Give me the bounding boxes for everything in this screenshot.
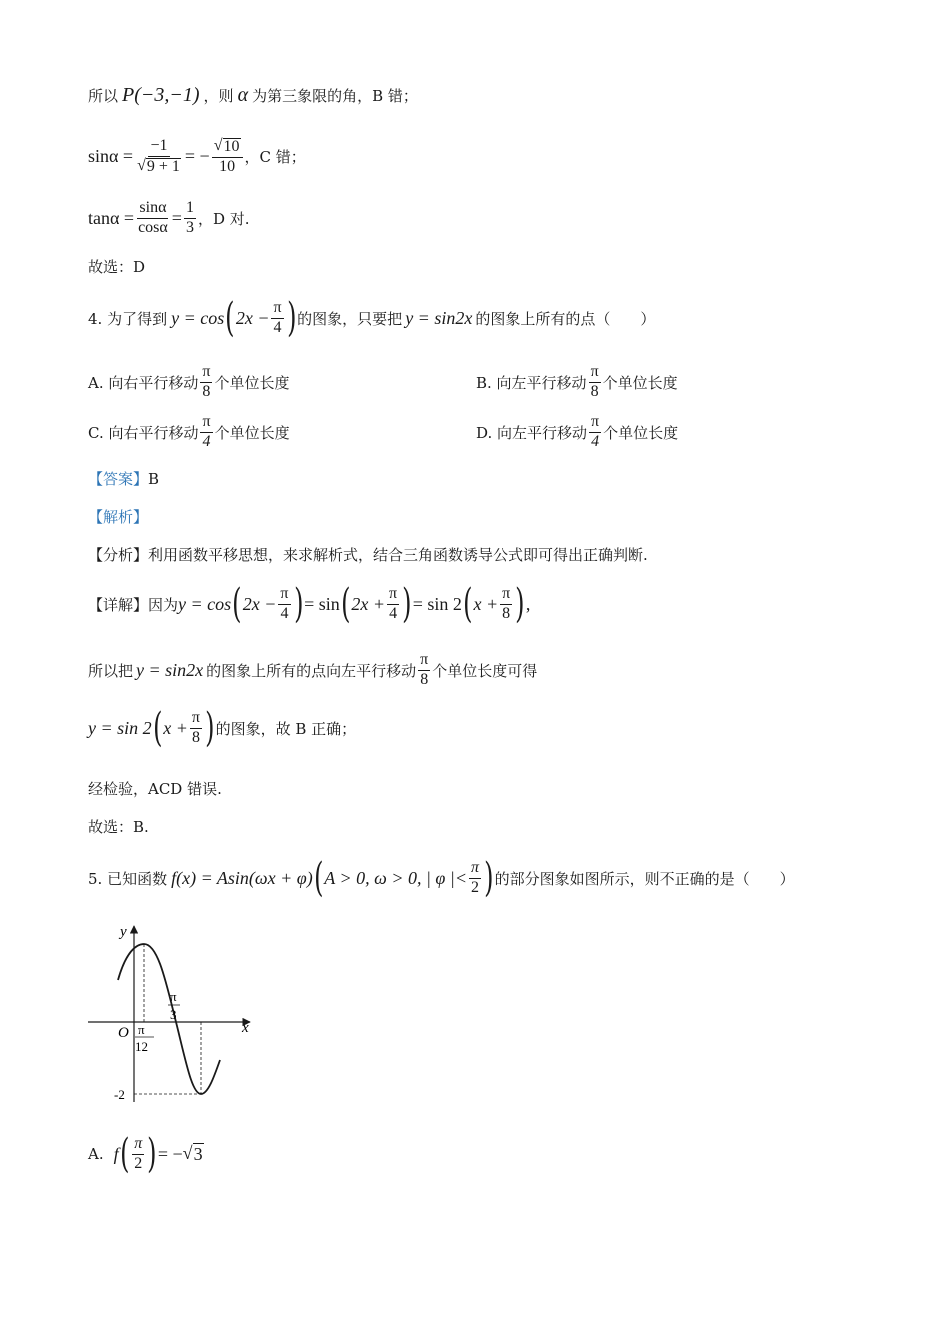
radicand: 3 <box>193 1144 203 1164</box>
fraction-denominator: cosα <box>138 218 168 236</box>
paren-left: ( <box>119 1131 130 1177</box>
fraction-denominator: 8 <box>420 670 429 688</box>
sqrt-symbol: √ 10 <box>213 137 240 155</box>
option-label: A. <box>88 1145 104 1163</box>
choose-b-line <box>88 816 149 837</box>
text-mid: ，则 <box>203 87 234 105</box>
line-tan-alpha <box>88 200 250 237</box>
fraction-numerator: π <box>589 414 601 433</box>
fraction-pi-8 <box>190 710 202 747</box>
fraction-denominator: 8 <box>191 728 200 746</box>
fraction-numerator: π <box>387 586 399 605</box>
math-func2: y = sin2x <box>405 307 473 328</box>
math-point: P(−3,−1) <box>122 84 200 106</box>
text: 故选：B. <box>88 818 149 836</box>
math-eq2: = sin 2 <box>412 593 462 614</box>
tick-pi-12-num: π <box>138 1022 145 1037</box>
sqrt-symbol: √ 3 <box>182 1143 203 1164</box>
paren-left: ( <box>225 295 235 341</box>
option-d[interactable] <box>476 414 678 451</box>
math-arg: x + <box>163 717 188 738</box>
fraction-denominator: 3 <box>185 218 194 236</box>
radicand: 9 + 1 <box>146 157 180 175</box>
math-eq: = <box>171 207 182 228</box>
text-pre: 4. 为了得到 <box>88 309 168 328</box>
math-p1: y = cos <box>178 593 232 614</box>
math-eq: = − <box>157 1143 183 1164</box>
option-label: C. 向右平行移动 <box>88 423 199 442</box>
fraction-denominator <box>135 157 183 176</box>
math-eq1: = sin <box>304 593 340 614</box>
text-post: 的部分图象如图所示，则不正确的是（ ） <box>494 869 795 888</box>
option-post: 个单位长度 <box>214 373 290 392</box>
answer-value: B <box>148 469 160 488</box>
xiangjie-line <box>88 581 531 627</box>
sqrt-symbol: √ 9 + 1 <box>137 156 180 175</box>
fenxi-line <box>88 544 648 565</box>
text-pre: 所以 <box>88 87 119 105</box>
answer-tag: 【答案】 <box>88 470 149 488</box>
fraction-sin <box>135 138 183 176</box>
fraction-numerator <box>212 138 243 158</box>
fraction-pi-8 <box>500 586 512 623</box>
question-4 <box>88 295 656 341</box>
math-eq: = − <box>184 146 210 167</box>
fraction <box>200 364 212 401</box>
math-a1: 2x − <box>242 593 277 614</box>
option-post: 个单位长度 <box>603 423 679 442</box>
option-a[interactable] <box>88 364 289 401</box>
fraction-denominator: 8 <box>590 382 599 400</box>
fraction-numerator: 1 <box>184 200 196 219</box>
fraction-numerator: −1 <box>148 138 169 157</box>
fraction-denominator: 4 <box>389 604 398 622</box>
math-arg: 2x − <box>235 307 270 328</box>
paren-left: ( <box>232 581 242 627</box>
fraction-numerator: π <box>190 710 202 729</box>
math-func: y = sin2x <box>136 659 204 680</box>
math-a3: x + <box>473 593 499 614</box>
paren-right: ) <box>515 581 525 627</box>
fraction-tan <box>136 200 170 237</box>
math-post: , <box>525 593 531 614</box>
paren-right: ) <box>484 855 494 901</box>
fraction-denominator: 2 <box>134 1154 143 1172</box>
fraction-result <box>184 200 196 237</box>
text-pre: 因为 <box>148 595 179 614</box>
text-post: ，D 对. <box>197 209 250 228</box>
x-axis-label: x <box>242 1020 249 1036</box>
text-pre: 5. 已知函数 <box>88 869 168 888</box>
fraction-denominator: 4 <box>280 604 289 622</box>
analysis-line <box>88 506 148 527</box>
fraction-numerator: π <box>589 364 601 383</box>
line-choose-d <box>88 256 145 277</box>
xiangjie-tag: 【详解】 <box>88 595 149 614</box>
y-axis-label: y <box>120 924 127 940</box>
math-lhs: tanα = <box>88 207 135 228</box>
fraction-denominator: 4 <box>591 432 600 450</box>
fraction-pi-4 <box>271 300 283 337</box>
fraction-pi-4 <box>278 586 290 623</box>
line-sin-alpha <box>88 138 306 176</box>
text-post: 的图象，故 B 正确； <box>215 719 357 738</box>
text-post: 个单位长度可得 <box>432 661 538 680</box>
origin-label: O <box>118 1025 129 1041</box>
fraction <box>589 414 601 451</box>
paren-left: ( <box>152 705 163 751</box>
fraction-numerator: π <box>132 1136 144 1155</box>
option-5a[interactable] <box>88 1131 204 1177</box>
tick-y-minus-2: -2 <box>114 1087 125 1102</box>
result-line <box>88 705 357 751</box>
fraction-denominator: 8 <box>502 604 511 622</box>
text-mid: 的图象上所有的点向左平行移动 <box>206 661 417 680</box>
fraction-pi-2 <box>132 1136 144 1173</box>
math-func1: y = cos <box>171 307 225 328</box>
option-b[interactable] <box>476 364 678 401</box>
fraction-numerator: π <box>500 586 512 605</box>
text: 故选：D <box>88 258 146 276</box>
fraction <box>589 364 601 401</box>
text-pre: 所以把 <box>88 661 134 680</box>
fraction-numerator: π <box>200 414 212 433</box>
paren-left: ( <box>313 855 324 901</box>
text-post: ，C 错； <box>244 148 306 167</box>
shift-line <box>88 652 537 689</box>
fraction-numerator: π <box>200 364 212 383</box>
paren-right: ) <box>293 581 303 627</box>
fenxi-tag: 【分析】 <box>88 546 149 564</box>
paren-right: ) <box>402 581 412 627</box>
math-func: f <box>113 1143 119 1164</box>
tick-pi-3-den: 3 <box>170 1007 177 1022</box>
fraction-denominator: 4 <box>273 318 282 336</box>
fraction-pi-4 <box>387 586 399 623</box>
fraction-denominator: 8 <box>202 382 211 400</box>
paren-left: ( <box>463 581 473 627</box>
fraction-denominator: 10 <box>219 157 236 175</box>
question-5 <box>88 855 795 901</box>
math-a2: 2x + <box>351 593 386 614</box>
paren-right: ) <box>286 295 297 341</box>
analysis-tag: 【解析】 <box>88 508 149 526</box>
paren-left: ( <box>340 581 351 627</box>
text-post: 的图象上所有的点（ ） <box>475 309 656 328</box>
answer-line <box>88 468 159 489</box>
fraction-numerator: sinα <box>137 200 168 219</box>
fraction-result <box>212 138 243 176</box>
function-graph <box>86 922 266 1112</box>
fraction-denominator: 4 <box>202 432 211 450</box>
fraction-pi-8 <box>418 652 430 689</box>
paren-right: ) <box>205 705 215 751</box>
fraction-numerator: π <box>469 860 481 879</box>
fraction-pi-2 <box>469 860 481 897</box>
math-alpha: α <box>237 84 249 106</box>
line-p-point <box>88 84 418 107</box>
fenxi-text: 利用函数平移思想，来求解析式，结合三角函数诱导公式即可得出正确判断. <box>148 546 648 564</box>
math-func: y = sin 2 <box>88 717 152 738</box>
option-post: 个单位长度 <box>214 423 290 442</box>
check-line <box>88 778 222 799</box>
math-func: f(x) = Asin(ωx + φ) <box>171 867 313 888</box>
text-mid: 的图象，只要把 <box>297 309 403 328</box>
fraction-numerator: π <box>271 300 283 319</box>
fraction-denominator: 2 <box>470 878 479 896</box>
option-post: 个单位长度 <box>602 373 678 392</box>
sine-curve <box>118 944 220 1094</box>
option-label: A. 向右平行移动 <box>88 373 199 392</box>
fraction-numerator: π <box>278 586 290 605</box>
fraction-numerator: π <box>418 652 430 671</box>
math-lhs: sinα = <box>88 146 134 167</box>
tick-pi-12-den: 12 <box>135 1039 148 1054</box>
paren-right: ) <box>147 1131 157 1177</box>
radicand: 10 <box>223 138 240 155</box>
text-post: 为第三象限的角，B 错； <box>252 87 418 105</box>
text: 经检验，ACD 错误. <box>88 780 222 798</box>
option-c[interactable] <box>88 414 290 451</box>
math-cond: A > 0, ω > 0, | φ |< <box>324 867 467 888</box>
option-label: B. 向左平行移动 <box>476 373 587 392</box>
tick-pi-3-num: π <box>170 989 177 1004</box>
option-label: D. 向左平行移动 <box>476 423 588 442</box>
fraction <box>200 414 212 451</box>
